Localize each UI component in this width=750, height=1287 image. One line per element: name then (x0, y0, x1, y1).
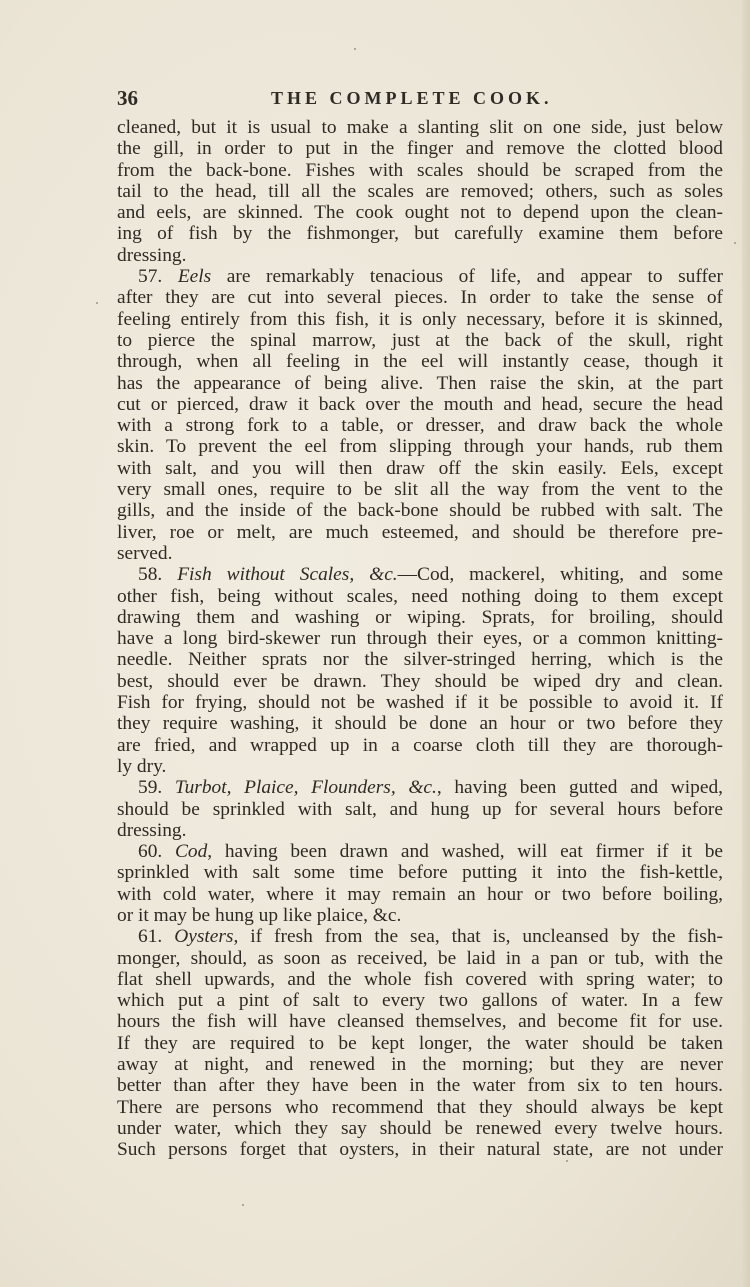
text-line: better than after they have been in the water from six to ten hours. (117, 1075, 723, 1097)
paper-speck (242, 1204, 244, 1206)
text-line: away at night, and renewed in the morning; but they are never (117, 1054, 723, 1076)
text-line: cleaned, but it is usual to make a slanting slit on one side, just below (117, 117, 723, 138)
text-line: and eels, are skinned. The cook ought not to depend upon the clean- (117, 202, 723, 224)
text-line: or it may be hung up like plaice, &c. (117, 904, 402, 926)
text-line: should be sprinkled with salt, and hung up for several hours before (117, 798, 723, 820)
text-line: 60. Cod, having been drawn and washed, will eat firmer if it be (138, 841, 723, 863)
text-line: If they are required to be kept longer, the water should be taken (117, 1032, 723, 1054)
text-line: Fish for frying, should not be washed if it be possible to avoid it. If (117, 692, 723, 714)
text-line: cut or pierced, draw it back over the mouth and head, secure the head (117, 393, 723, 415)
text-line: very small ones, require to be slit all the way from the vent to the (117, 479, 723, 501)
text-line: drawing them and washing or wiping. Sprats, for broiling, should (117, 606, 723, 628)
paper-speck (354, 48, 356, 50)
text-line: sprinkled with salt some time before putting it into the fish-kettle, (117, 862, 723, 884)
running-title: THE COMPLETE COOK. (271, 88, 553, 108)
text-line: after they are cut into several pieces. In order to take the sense of (117, 287, 723, 309)
text-line: through, when all feeling in the eel will instantly cease, though it (117, 351, 723, 373)
text-line: 61. Oysters, if fresh from the sea, that is, uncleansed by the fish- (138, 926, 724, 948)
text-line: feeling entirely from this fish, it is only necessary, before it is skinned, (117, 308, 723, 330)
text-line: tail to the head, till all the scales are removed; others, such as soles (117, 180, 723, 202)
text-line: monger, should, as soon as received, be laid in a pan or tub, with the (117, 947, 723, 969)
text-line: to pierce the spinal marrow, just at the back of the skull, right (117, 329, 723, 351)
text-line: Such persons forget that oysters, in their natural state, are not under (117, 1139, 723, 1161)
paper-speck (96, 302, 98, 304)
body-text (117, 117, 723, 1161)
text-line: served. (117, 542, 173, 564)
text-line: with a strong fork to a table, or dresser, and draw back the whole (117, 415, 723, 437)
text-line: hours the fish will have cleansed themselves, and become fit for use. (117, 1011, 723, 1033)
text-line: the gill, in order to put in the finger and remove the clotted blood (117, 138, 723, 160)
text-line: has the appearance of being alive. Then raise the skin, at the part (117, 372, 723, 394)
text-line: dressing. (117, 819, 187, 841)
text-line: 58. Fish without Scales, &c.—Cod, mackerel, whiting, and some (138, 564, 723, 586)
text-line: with salt, and you will then draw off the skin easily. Eels, except (117, 457, 723, 479)
paper-speck (734, 242, 736, 244)
page-number: 36 (117, 86, 138, 110)
paper-speck (566, 1160, 568, 1162)
text-line: needle. Neither sprats nor the silver-stringed herring, which is the (117, 649, 723, 671)
text-line: with cold water, where it may remain an hour or two before boiling, (117, 883, 723, 905)
text-line: other fish, being without scales, need nothing doing to them except (117, 585, 723, 607)
text-line: have a long bird-skewer run through their eyes, or a common knitting- (117, 628, 723, 650)
text-line: under water, which they say should be renewed every twelve hours. (117, 1117, 723, 1139)
text-line: gills, and the inside of the back-bone should be rubbed with salt. The (117, 500, 723, 522)
text-line: are fried, and wrapped up in a coarse cloth till they are thorough- (117, 734, 723, 756)
text-line: flat shell upwards, and the whole fish covered with spring water; to (117, 968, 723, 990)
text-line: best, should ever be drawn. They should be wiped dry and clean. (117, 670, 723, 692)
text-line: ly dry. (117, 755, 167, 777)
text-line: liver, roe or melt, are much esteemed, and should be therefore pre- (117, 521, 723, 543)
text-line: 57. Eels are remarkably tenacious of life, and appear to suffer (138, 266, 723, 288)
text-line: they require washing, it should be done an hour or two before they (117, 713, 723, 735)
text-line: from the back-bone. Fishes with scales should be scraped from the (117, 159, 723, 181)
text-line: ing of fish by the fishmonger, but carefully examine them before (117, 223, 723, 245)
text-line: dressing. (117, 244, 187, 266)
text-line: There are persons who recommend that they should always be kept (117, 1096, 723, 1118)
text-line: 59. Turbot, Plaice, Flounders, &c., having been gutted and wiped, (138, 777, 723, 799)
text-line: which put a pint of salt to every two gallons of water. In a few (117, 990, 723, 1012)
page-edge (742, 0, 750, 1287)
page-header (117, 86, 723, 112)
text-line: skin. To prevent the eel from slipping through your hands, rub them (117, 436, 723, 458)
